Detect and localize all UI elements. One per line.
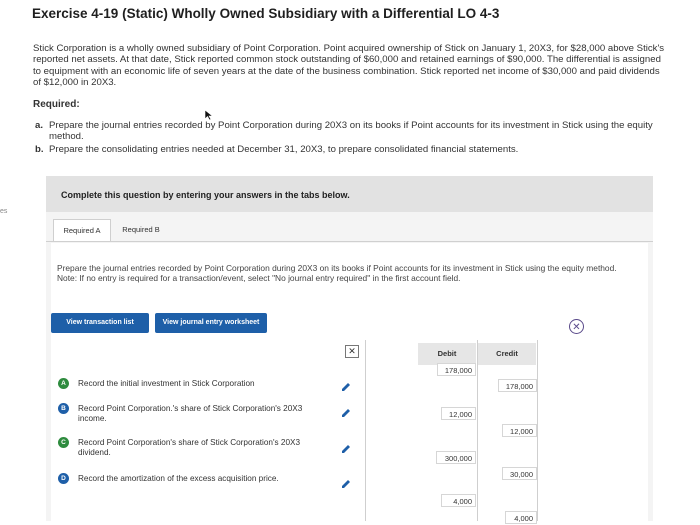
- grid-line: [365, 340, 366, 521]
- credit-amount: 30,000: [502, 467, 537, 480]
- pencil-icon[interactable]: [341, 444, 351, 454]
- debit-amount: 12,000: [441, 407, 476, 420]
- pencil-icon[interactable]: [341, 408, 351, 418]
- required-label: Required:: [33, 99, 80, 110]
- entry-item-d[interactable]: D Record the amortization of the excess acquisition price.: [58, 473, 318, 485]
- page-title: Exercise 4-19 (Static) Wholly Owned Subsidiary with a Differential LO 4-3: [32, 6, 500, 21]
- x-mark-icon: ✕: [345, 345, 359, 358]
- view-transaction-list-button[interactable]: View transaction list: [51, 313, 149, 333]
- requirements-list: [35, 120, 665, 158]
- check-badge-icon: A: [58, 378, 69, 389]
- instructions: [57, 264, 642, 283]
- entry-badge-icon: B: [58, 403, 69, 414]
- instructions-text: Prepare the journal entries recorded by Point Corporation during 20X3 on its books if Point accounts for its investment in Stick using the equity method.: [57, 263, 617, 273]
- tab-divider: [46, 241, 653, 242]
- view-journal-worksheet-button[interactable]: View journal entry worksheet: [155, 313, 267, 333]
- grid-line: [537, 340, 538, 521]
- debit-header: Debit: [418, 343, 476, 365]
- credit-header: Credit: [478, 343, 536, 365]
- check-badge-icon: C: [58, 437, 69, 448]
- pencil-icon[interactable]: [341, 382, 351, 392]
- credit-amount: 4,000: [505, 511, 537, 524]
- complete-question-label: Complete this question by entering your answers in the tabs below.: [61, 190, 350, 200]
- note-text: Note: If no entry is required for a transaction/event, select "No journal entry required" in the first account field.: [57, 272, 461, 283]
- debit-amount: 300,000: [436, 451, 476, 464]
- entry-badge-icon: D: [58, 473, 69, 484]
- credit-amount: 12,000: [502, 424, 537, 437]
- entry-item-c[interactable]: C Record Point Corporation's share of Stick Corporation's 20X3 dividend.: [58, 437, 318, 461]
- requirement-b: b. Prepare the consolidating entries needed at December 31, 20X3, to prepare consolidated financial statements.: [35, 144, 519, 156]
- credit-amount: 178,000: [498, 379, 537, 392]
- debit-amount: 4,000: [441, 494, 476, 507]
- tab-required-a[interactable]: Required A: [53, 219, 111, 242]
- pencil-icon[interactable]: [341, 479, 351, 489]
- problem-text: Stick Corporation is a wholly owned subsidiary of Point Corporation. Point acquired ownership of Stick on January 1, 20X3, for $28,000 above Stick's reported net assets. At that date, Stick reported common stock outstanding of $60,000 and retained earnings of $90,000. The differential is assigned to equipment with an economic life of seven years at the date of the business combination. Stick reported net income of $30,000 and paid dividends of $12,000 in 20X3.: [33, 43, 665, 89]
- left-edge-text: es: [0, 208, 8, 215]
- entry-item-a[interactable]: A Record the initial investment in Stick Corporation: [58, 378, 318, 390]
- close-icon[interactable]: ✕: [569, 319, 584, 334]
- entry-item-b[interactable]: B Record Point Corporation.'s share of Stick Corporation's 20X3 income.: [58, 403, 318, 427]
- tab-required-b[interactable]: Required B: [122, 225, 160, 234]
- requirement-a: a. Prepare the journal entries recorded by Point Corporation during 20X3 on its books if Point accounts for its investment in Stick using the equity method.: [35, 120, 653, 143]
- debit-amount: 178,000: [437, 363, 476, 376]
- grid-line: [477, 340, 478, 521]
- complete-question-bar: [46, 176, 653, 212]
